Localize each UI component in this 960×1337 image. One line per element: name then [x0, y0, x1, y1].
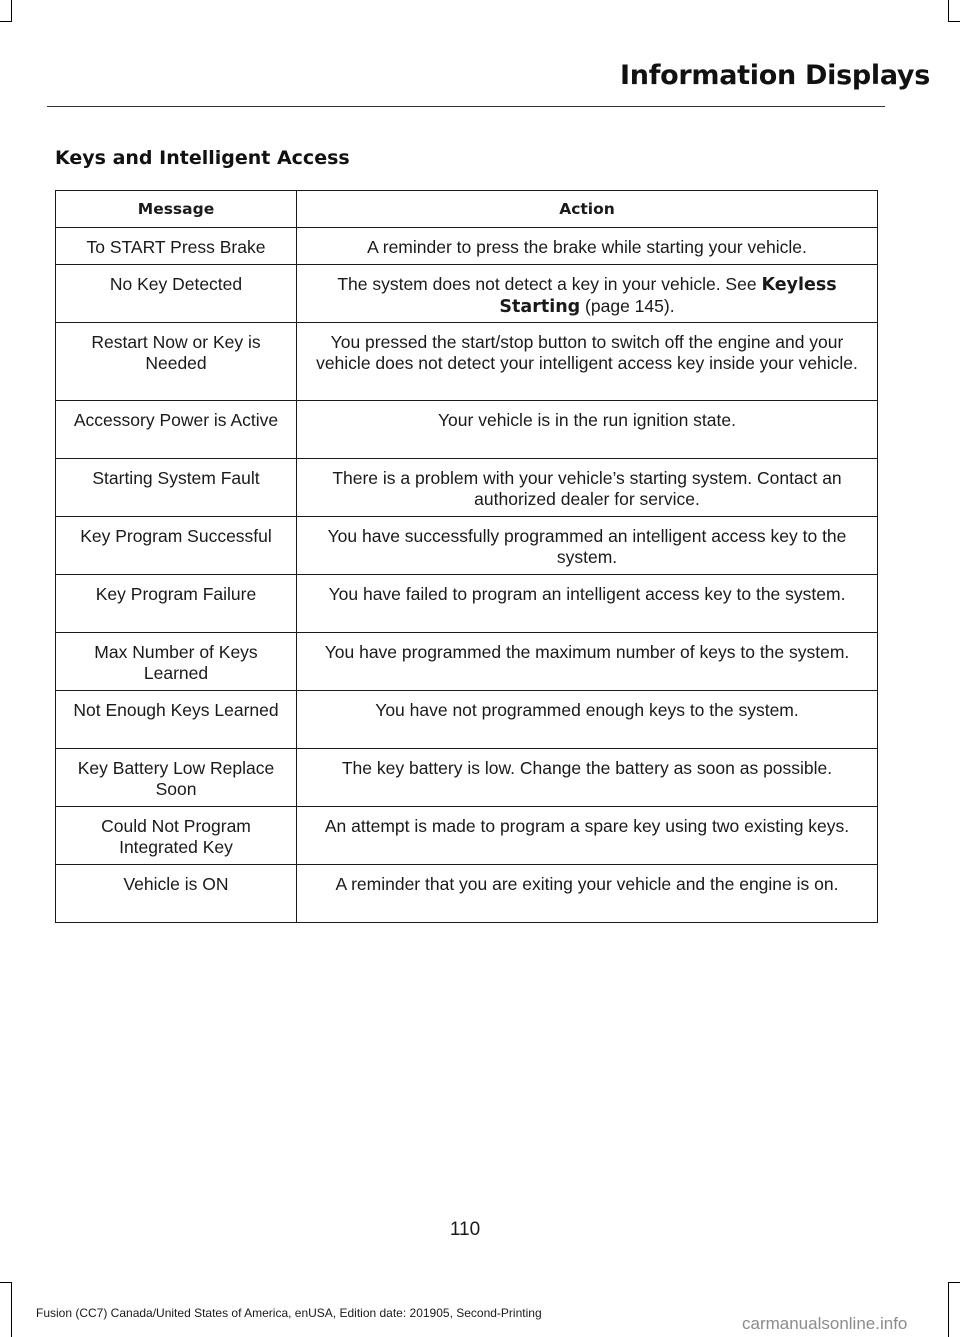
table-row	[56, 517, 878, 575]
table-row	[56, 633, 878, 691]
crop-mark	[11, 0, 12, 22]
action-cell: The key battery is low. Change the battery as soon as possible.	[297, 749, 878, 807]
table-row	[56, 265, 878, 323]
action-cell: You have successfully programmed an intelligent access key to the system.	[297, 517, 878, 575]
table-header-row	[56, 191, 878, 228]
table-row	[56, 575, 878, 633]
action-cell: An attempt is made to program a spare key using two existing keys.	[297, 807, 878, 865]
crop-mark	[948, 1282, 949, 1337]
message-cell: Vehicle is ON	[56, 865, 297, 923]
message-cell: Key Program Failure	[56, 575, 297, 633]
page-number: 110	[449, 1219, 481, 1240]
crop-mark	[11, 1282, 12, 1337]
table-row	[56, 691, 878, 749]
table-row	[56, 749, 878, 807]
message-cell: Key Program Successful	[56, 517, 297, 575]
action-cell: Your vehicle is in the run ignition state.	[297, 401, 878, 459]
table-row	[56, 865, 878, 923]
page-reference: (page 145).	[580, 296, 675, 316]
message-cell: Restart Now or Key is Needed	[56, 323, 297, 401]
action-cell: You have not programmed enough keys to the system.	[297, 691, 878, 749]
table-row	[56, 459, 878, 517]
footer-edition-text: Fusion (CC7) Canada/United States of America, enUSA, Edition date: 201905, Second-Printing	[36, 1306, 542, 1320]
table-row	[56, 228, 878, 265]
message-cell: Max Number of Keys Learned	[56, 633, 297, 691]
page-title: Information Displays	[620, 60, 930, 91]
crop-mark	[0, 21, 11, 22]
message-cell: Key Battery Low Replace Soon	[56, 749, 297, 807]
action-cell: You have failed to program an intelligent access key to the system.	[297, 575, 878, 633]
message-cell: No Key Detected	[56, 265, 297, 323]
table-row	[56, 401, 878, 459]
messages-table	[55, 190, 878, 923]
action-cell: You have programmed the maximum number of keys to the system.	[297, 633, 878, 691]
crop-mark	[0, 1282, 11, 1283]
message-cell: To START Press Brake	[56, 228, 297, 265]
action-text: The system does not detect a key in your vehicle. See	[337, 274, 762, 294]
action-cell: A reminder to press the brake while starting your vehicle.	[297, 228, 878, 265]
message-cell: Could Not Program Integrated Key	[56, 807, 297, 865]
message-cell: Accessory Power is Active	[56, 401, 297, 459]
action-cell	[297, 265, 878, 323]
table-row	[56, 323, 878, 401]
header-divider	[47, 106, 885, 107]
action-cell: A reminder that you are exiting your vehicle and the engine is on.	[297, 865, 878, 923]
action-cell: There is a problem with your vehicle’s starting system. Contact an authorized dealer for service.	[297, 459, 878, 517]
action-cell: You pressed the start/stop button to switch off the engine and your vehicle does not detect your intelligent access key inside your vehicle.	[297, 323, 878, 401]
message-cell: Starting System Fault	[56, 459, 297, 517]
table-row	[56, 807, 878, 865]
message-cell: Not Enough Keys Learned	[56, 691, 297, 749]
column-header-message: Message	[56, 191, 297, 228]
cross-reference-link[interactable]: Keyless Starting	[499, 275, 837, 317]
column-header-action: Action	[297, 191, 878, 228]
watermark: carmanualsonline.info	[742, 1314, 908, 1333]
crop-mark	[949, 21, 960, 22]
crop-mark	[948, 0, 949, 22]
crop-mark	[949, 1282, 960, 1283]
section-heading: Keys and Intelligent Access	[55, 147, 350, 169]
